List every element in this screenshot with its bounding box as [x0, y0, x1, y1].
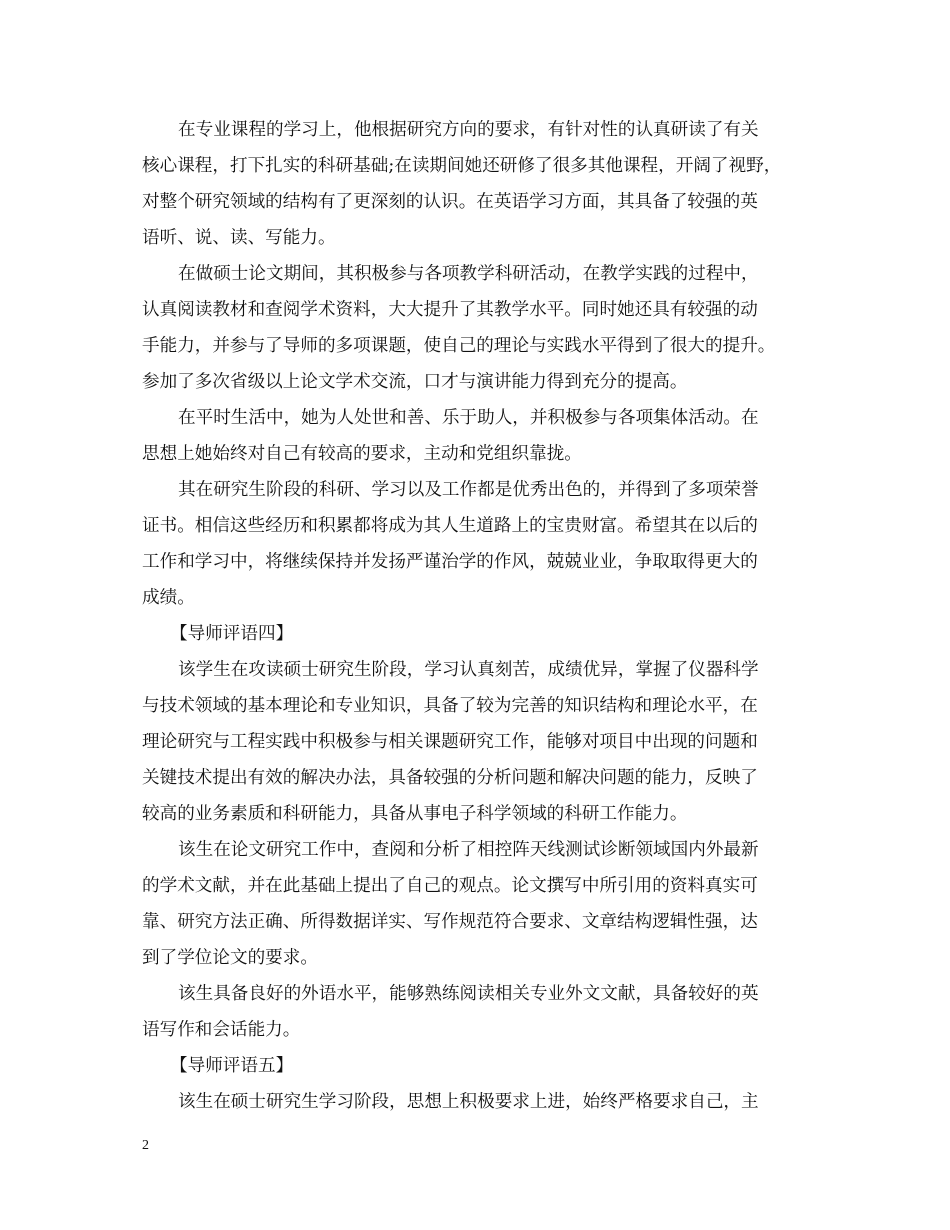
paragraph-line: 理论研究与工程实践中积极参与相关课题研究工作，能够对项目中出现的问题和	[142, 732, 758, 752]
section-heading: 【导师评语五】	[170, 1056, 294, 1076]
paragraph-line: 关键技术提出有效的解决办法，具备较强的分析问题和解决问题的能力，反映了	[142, 768, 758, 788]
paragraph-line: 到了学位论文的要求。	[142, 948, 318, 968]
paragraph-line: 语听、说、读、写能力。	[142, 228, 336, 248]
paragraph-line: 语写作和会话能力。	[142, 1020, 301, 1040]
paragraph-line: 手能力，并参与了导师的多项课题，使自己的理论与实践水平得到了很大的提升。	[142, 336, 776, 356]
paragraph-line: 该生具备良好的外语水平，能够熟练阅读相关专业外文文献，具备较好的英	[178, 984, 759, 1004]
paragraph-line: 认真阅读教材和查阅学术资料，大大提升了其教学水平。同时她还具有较强的动	[142, 300, 758, 320]
paragraph-line: 该生在论文研究工作中，查阅和分析了相控阵天线测试诊断领域国内外最新	[178, 840, 759, 860]
paragraph-line: 核心课程，打下扎实的科研基础;在读期间她还研修了很多其他课程，开阔了视野，	[142, 156, 782, 176]
paragraph-line: 思想上她始终对自己有较高的要求，主动和党组织靠拢。	[142, 444, 582, 464]
section-heading: 【导师评语四】	[170, 624, 294, 644]
paragraph-line: 该生在硕士研究生学习阶段，思想上积极要求上进，始终严格要求自己，主	[178, 1092, 759, 1112]
paragraph-line: 靠、研究方法正确、所得数据详实、写作规范符合要求、文章结构逻辑性强，达	[142, 912, 758, 932]
paragraph-line: 较高的业务素质和科研能力，具备从事电子科学领域的科研工作能力。	[142, 804, 688, 824]
paragraph-line: 在平时生活中，她为人处世和善、乐于助人，并积极参与各项集体活动。在	[178, 408, 759, 428]
paragraph-line: 工作和学习中，将继续保持并发扬严谨治学的作风，兢兢业业，争取取得更大的	[142, 552, 758, 572]
page-number: 2	[142, 1138, 149, 1153]
paragraph-line: 对整个研究领域的结构有了更深刻的认识。在英语学习方面，其具备了较强的英	[142, 192, 758, 212]
paragraph-line: 参加了多次省级以上论文学术交流，口才与演讲能力得到充分的提高。	[142, 372, 688, 392]
paragraph-line: 该学生在攻读硕士研究生阶段，学习认真刻苦，成绩优异，掌握了仪器科学	[178, 660, 759, 680]
paragraph-line: 在做硕士论文期间，其积极参与各项教学科研活动，在教学实践的过程中，	[178, 264, 759, 284]
paragraph-line: 在专业课程的学习上，他根据研究方向的要求，有针对性的认真研读了有关	[178, 120, 759, 140]
paragraph-line: 证书。相信这些经历和积累都将成为其人生道路上的宝贵财富。希望其在以后的	[142, 516, 758, 536]
paragraph-line: 成绩。	[142, 588, 195, 608]
paragraph-line: 其在研究生阶段的科研、学习以及工作都是优秀出色的，并得到了多项荣誉	[178, 480, 759, 500]
paragraph-line: 的学术文献，并在此基础上提出了自己的观点。论文撰写中所引用的资料真实可	[142, 876, 758, 896]
paragraph-line: 与技术领域的基本理论和专业知识，具备了较为完善的知识结构和理论水平，在	[142, 696, 758, 716]
